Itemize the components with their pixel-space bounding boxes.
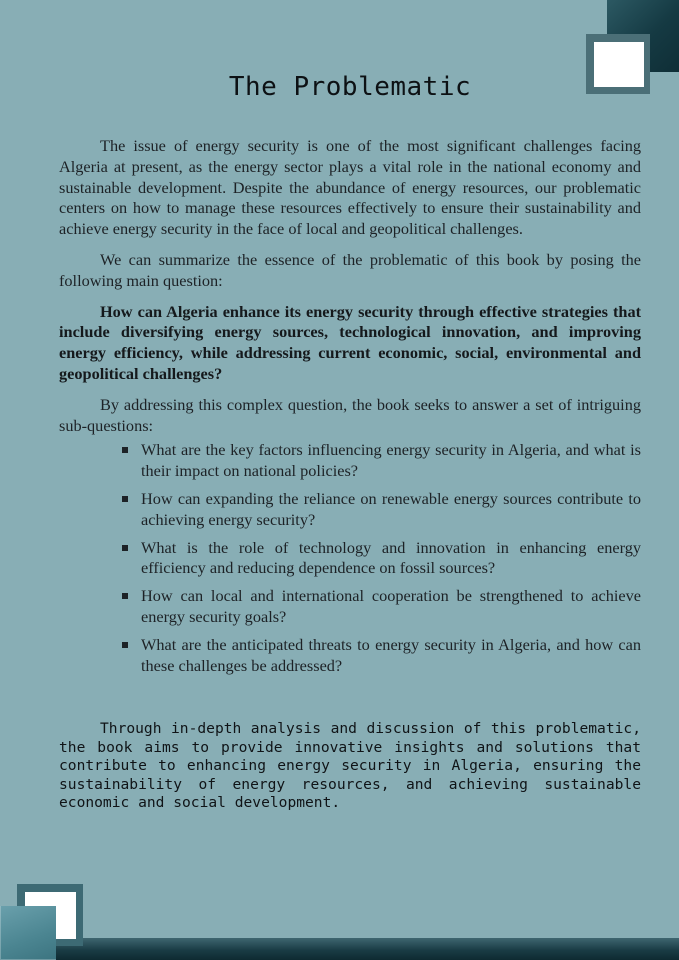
sub-questions-list (59, 440, 641, 676)
list-item (141, 440, 641, 482)
square-bullet-icon (122, 593, 128, 599)
closing-paragraph: Through in-depth analysis and discussion of this problematic, the book aims to provide innovative insights and solutions that contribute to enhancing energy security in Algeria, ensuring the sustainability of energy resources, and achieving sustainable economic and social development. (59, 720, 641, 812)
square-bullet-icon (122, 447, 128, 453)
sub-question-text: What are the anticipated threats to energy security in Algeria, and how can these challenges be addressed? (141, 634, 641, 675)
square-bullet-icon (122, 642, 128, 648)
square-bullet-icon (122, 496, 128, 502)
sub-questions-intro: By addressing this complex question, the book seeks to answer a set of intriguing sub-questions: (59, 394, 641, 435)
sub-question-text: How can local and international cooperation be strengthened to achieve energy security goals? (141, 586, 641, 626)
bottom-left-teal-block (0, 906, 56, 960)
summary-paragraph: We can summarize the essence of the problematic of this book by posing the following main question: (59, 249, 641, 290)
list-item (141, 538, 641, 580)
main-question: How can Algeria enhance its energy security through effective strategies that include diversifying energy sources, technological innovation, and improving energy efficiency, while addressing current economic, social, environmental and geopolitical challenges? (59, 301, 641, 383)
bottom-band (0, 938, 679, 960)
intro-paragraph: The issue of energy security is one of the most significant challenges facing Algeria at present, as the energy sector plays a vital role in the national economy and sustainable development. Despite the abundance of energy resources, our problematic centers on how to manage these resources effectively to ensure their sustainability and achieve energy security in the face of local and geopolitical challenges. (59, 136, 641, 239)
page-title: The Problematic (228, 72, 472, 102)
list-item (141, 489, 641, 531)
list-item (141, 635, 641, 677)
sub-question-text: How can expanding the reliance on renewable energy sources contribute to achieving energy security? (141, 488, 641, 529)
list-item (141, 586, 641, 628)
sub-question-text: What are the key factors influencing energy security in Algeria, and what is their impact on national policies? (141, 440, 641, 481)
sub-question-text: What is the role of technology and innovation in enhancing energy efficiency and reducing dependence on fossil sources? (141, 537, 641, 578)
square-bullet-icon (122, 545, 128, 551)
body-text (59, 136, 641, 683)
